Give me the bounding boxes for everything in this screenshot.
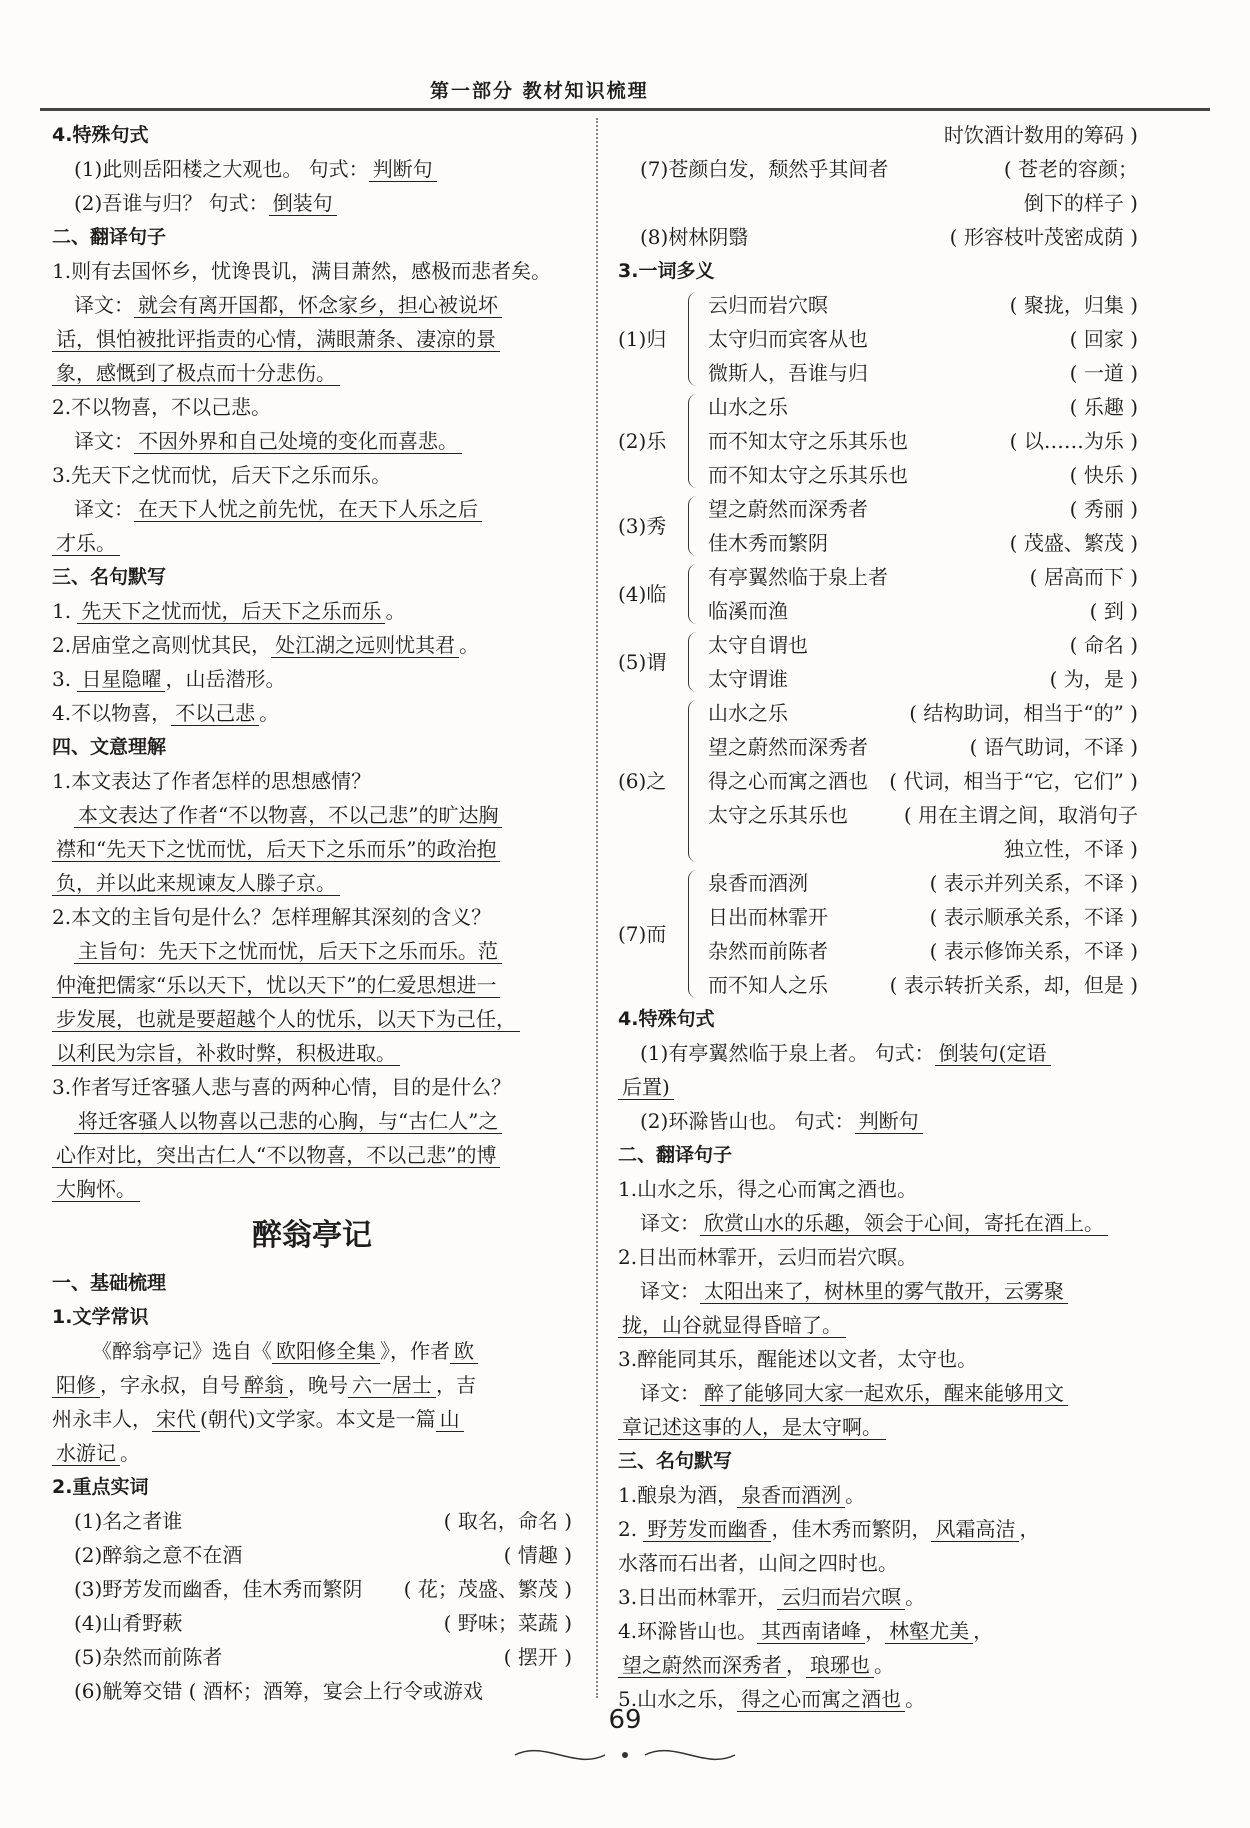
answer-text: 野芳发而幽香 xyxy=(643,1517,771,1542)
answer-text: 处江湖之远则忧其君 xyxy=(271,633,459,658)
heading-text: 三、名句默写 xyxy=(618,1450,733,1472)
group-item xyxy=(618,628,1138,662)
text-line xyxy=(618,1580,1138,1614)
answer-text: 醉翁 xyxy=(240,1373,288,1398)
group-item xyxy=(618,662,1138,696)
prompt-text: 译文： xyxy=(640,1279,700,1303)
heading-text: 三、名句默写 xyxy=(52,566,167,588)
text-line xyxy=(618,1036,1138,1070)
prompt-text: (2)吾谁与归？ 句式： xyxy=(74,191,269,215)
example-sentence: 有亭翼然临于泉上者 xyxy=(708,565,888,589)
example-sentence: 山水之乐 xyxy=(708,701,788,725)
polysemy-group xyxy=(618,492,1138,560)
prompt-text: (2)环滁皆山也。 句式： xyxy=(640,1109,855,1133)
prompt-text: 1.本文表达了作者怎样的思想感情？ xyxy=(52,769,372,793)
answer-paren: ( 为，是 ) xyxy=(1049,667,1138,691)
example-sentence: 望之蔚然而深秀者 xyxy=(708,735,868,759)
text-segment: 。 xyxy=(459,633,480,657)
prompt-text: (3)野芳发而幽香，佳木秀而繁阴 xyxy=(74,1577,363,1601)
group-label: (1)归 xyxy=(618,327,667,351)
prompt-text: (4)山肴野蔌 xyxy=(74,1611,183,1635)
text-line xyxy=(52,1572,572,1606)
answer-text: 就会有离开国都，怀念家乡，担心被说坏 xyxy=(134,293,502,318)
group-label: (4)临 xyxy=(618,582,667,606)
text-segment: ， xyxy=(973,1619,994,1643)
answer-paren: ( 回家 ) xyxy=(1069,327,1138,351)
answer-text: 不因外界和自己处境的变化而喜悲。 xyxy=(134,429,462,454)
text-line xyxy=(618,1070,1138,1104)
example-sentence: 佳木秀而繁阴 xyxy=(708,531,828,555)
answer-text: 象，感慨到了极点而十分悲伤。 xyxy=(52,361,340,386)
polysemy-group xyxy=(618,696,1138,866)
answer-text: 负，并以此来规谏友人滕子京。 xyxy=(52,871,340,896)
answer-text: 后置) xyxy=(618,1075,674,1100)
answer-paren: ( 代词，相当于“它，它们” ) xyxy=(889,769,1138,793)
answer-paren: ( 表示顺承关系，不译 ) xyxy=(929,905,1138,929)
prompt-text: 1.酿泉为酒， xyxy=(618,1483,738,1507)
text-line xyxy=(618,1308,1138,1342)
group-item xyxy=(618,322,1138,356)
group-item xyxy=(618,730,1138,764)
polysemy-group xyxy=(618,288,1138,390)
answer-paren: ( 到 ) xyxy=(1089,599,1138,623)
answer-paren: ( 取名，命名 ) xyxy=(443,1509,572,1533)
answer-text: 倒装句(定语 xyxy=(935,1041,1051,1066)
prompt-text: 3. xyxy=(52,667,78,691)
example-sentence: 杂然而前陈者 xyxy=(708,939,828,963)
text-line xyxy=(52,1640,572,1674)
group-label: (2)乐 xyxy=(618,429,667,453)
text-line xyxy=(52,356,572,390)
text-line xyxy=(618,118,1138,152)
heading-text: 4.特殊句式 xyxy=(52,124,149,146)
text-segment: 》，作者 xyxy=(380,1339,450,1363)
group-item xyxy=(618,934,1138,968)
text-line xyxy=(618,1376,1138,1410)
section-heading xyxy=(52,1470,572,1504)
prompt-text: 1. xyxy=(52,599,78,623)
text-line xyxy=(52,900,572,934)
text-segment: ，山岳潜形。 xyxy=(165,667,286,691)
prompt-text: 1.山水之乐，得之心而寓之酒也。 xyxy=(618,1177,918,1201)
text-line xyxy=(52,934,572,968)
text-line xyxy=(618,1546,1138,1580)
answer-paren: 倒下的样子 ) xyxy=(1023,191,1138,215)
group-item xyxy=(618,356,1138,390)
answer-text: 将迁客骚人以物喜以己悲的心胸，与“古仁人”之 xyxy=(74,1109,502,1134)
answer-text: 得之心而寓之酒也 xyxy=(737,1687,905,1712)
text-line xyxy=(52,186,572,220)
answer-text: 日星隐曜 xyxy=(77,667,165,692)
prompt-text: (5)杂然而前陈者 xyxy=(74,1645,223,1669)
text-line xyxy=(618,186,1138,220)
answer-paren: ( 表示修饰关系，不译 ) xyxy=(929,939,1138,963)
text-line xyxy=(52,322,572,356)
text-line xyxy=(52,492,572,526)
text-line xyxy=(618,1614,1138,1648)
answer-text: 主旨句：先天下之忧而忧，后天下之乐而乐。范 xyxy=(74,939,502,964)
prompt-text: 译文： xyxy=(74,293,134,317)
answer-text: 其西南诸峰 xyxy=(757,1619,865,1644)
answer-paren: ( 命名 ) xyxy=(1069,633,1138,657)
text-line xyxy=(52,1036,572,1070)
answer-paren: ( 用在主谓之间，取消句子 xyxy=(903,803,1138,827)
answer-paren: 独立性，不译 ) xyxy=(1003,837,1138,861)
answer-paren: ( 语气助词，不译 ) xyxy=(969,735,1138,759)
section-heading xyxy=(618,1444,1138,1478)
text-line xyxy=(52,1138,572,1172)
prompt-text: 3.先天下之忧而忧，后天下之乐而乐。 xyxy=(52,463,392,487)
answer-text: 话，惧怕被批评指责的心情，满眼萧条、凄凉的景 xyxy=(52,327,500,352)
answer-text: 云归而岩穴暝 xyxy=(777,1585,905,1610)
text-line xyxy=(618,152,1138,186)
text-line xyxy=(52,1674,572,1708)
text-line xyxy=(52,696,572,730)
section-heading xyxy=(52,118,572,152)
heading-text: 2.重点实词 xyxy=(52,1476,149,1498)
answer-text: 心作对比，突出古仁人“不以物喜，不以己悲”的博 xyxy=(52,1143,500,1168)
text-line xyxy=(52,1104,572,1138)
section-heading xyxy=(618,1002,1138,1036)
section-heading xyxy=(618,1138,1138,1172)
answer-text: 宋代 xyxy=(152,1407,200,1432)
answer-paren: ( 快乐 ) xyxy=(1069,463,1138,487)
text-segment: ， xyxy=(786,1653,806,1677)
answer-text: 本文表达了作者“不以物喜，不以己悲”的旷达胸 xyxy=(74,803,502,828)
prompt-text: 译文： xyxy=(74,497,134,521)
text-line xyxy=(52,1334,572,1368)
answer-text: 不以己悲 xyxy=(171,701,259,726)
prompt-text: 译文： xyxy=(74,429,134,453)
prompt-text: 3.醉能同其乐，醒能述以文者，太守也。 xyxy=(618,1347,978,1371)
text-line xyxy=(52,628,572,662)
answer-text: 阳修 xyxy=(52,1373,100,1398)
prompt-text: 1.则有去国怀乡，忧谗畏讥，满目萧然，感极而悲者矣。 xyxy=(52,259,552,283)
heading-text: 3.一词多义 xyxy=(618,260,715,282)
text-line xyxy=(52,1436,572,1470)
text-segment: ， xyxy=(865,1619,886,1643)
text-segment: 。 xyxy=(905,1585,926,1609)
prompt-text: 译文： xyxy=(640,1381,700,1405)
prompt-text: 水落而石出者，山间之四时也。 xyxy=(618,1551,898,1575)
text-segment: 。 xyxy=(905,1687,926,1711)
answer-text: 水游记 xyxy=(52,1441,120,1466)
answer-text: 步发展，也就是要超越个人的忧乐，以天下为己任， xyxy=(52,1007,520,1032)
polysemy-group xyxy=(618,628,1138,696)
section-heading xyxy=(52,1300,572,1334)
text-segment: ， xyxy=(1019,1517,1040,1541)
answer-text: 判断句 xyxy=(369,157,437,182)
text-line xyxy=(618,1410,1138,1444)
answer-paren: ( 秀丽 ) xyxy=(1069,497,1138,521)
text-line xyxy=(618,1104,1138,1138)
answer-paren: ( 表示并列关系，不译 ) xyxy=(929,871,1138,895)
answer-paren: ( 居高而下 ) xyxy=(1029,565,1138,589)
prompt-text: 《醉翁亭记》选自《 xyxy=(92,1339,272,1363)
answer-text: 章记述这事的人，是太守啊。 xyxy=(618,1415,886,1440)
prompt-text: 4.环滁皆山也。 xyxy=(618,1619,758,1643)
prompt-text: 2. xyxy=(618,1517,644,1541)
prompt-text: (6)觥筹交错 ( 酒杯；酒筹，宴会上行令或游戏 xyxy=(74,1679,483,1703)
text-line xyxy=(52,458,572,492)
text-segment: ，晚号 xyxy=(288,1373,348,1397)
answer-text: 六一居士 xyxy=(348,1373,436,1398)
answer-text: 大胸怀。 xyxy=(52,1177,140,1202)
answer-text: 林壑尤美 xyxy=(885,1619,973,1644)
example-sentence: 太守谓谁 xyxy=(708,667,788,691)
text-line xyxy=(52,1002,572,1036)
answer-text: 才乐。 xyxy=(52,531,120,556)
section-title: 醉翁亭记 xyxy=(252,1218,372,1253)
text-line xyxy=(52,254,572,288)
text-segment: 。 xyxy=(259,701,280,725)
answer-paren: ( 野味；菜蔬 ) xyxy=(443,1611,572,1635)
group-item xyxy=(618,288,1138,322)
prompt-text: (1)有亭翼然临于泉上者。 句式： xyxy=(640,1041,935,1065)
example-sentence: 得之心而寓之酒也 xyxy=(708,769,868,793)
section-heading xyxy=(52,220,572,254)
text-segment: (朝代)文学家。本文是一篇 xyxy=(200,1407,436,1431)
text-line xyxy=(52,832,572,866)
group-label: (7)而 xyxy=(618,922,667,946)
answer-text: 倒装句 xyxy=(269,191,337,216)
heading-text: 一、基础梳理 xyxy=(52,1272,167,1294)
group-item xyxy=(618,798,1138,832)
text-line xyxy=(52,1172,572,1206)
text-line xyxy=(618,1342,1138,1376)
text-line xyxy=(52,424,572,458)
answer-text: 醉了能够同大家一起欢乐，醒来能够用文 xyxy=(700,1381,1068,1406)
section-heading xyxy=(52,1266,572,1300)
prompt-text: 3.作者写迁客骚人悲与喜的两种心情，目的是什么？ xyxy=(52,1075,512,1099)
example-sentence: 而不知人之乐 xyxy=(708,973,828,997)
section-heading xyxy=(618,254,1138,288)
group-item xyxy=(618,832,1138,866)
group-item xyxy=(618,424,1138,458)
prompt-text: 2.本文的主旨句是什么？怎样理解其深刻的含义？ xyxy=(52,905,492,929)
answer-paren: ( 一道 ) xyxy=(1069,361,1138,385)
answer-paren: ( 以……为乐 ) xyxy=(1009,429,1138,453)
answer-paren: ( 结构助词，相当于“的” ) xyxy=(909,701,1138,725)
group-label: (5)谓 xyxy=(618,650,667,674)
group-item xyxy=(618,594,1138,628)
group-item xyxy=(618,968,1138,1002)
section-heading xyxy=(52,560,572,594)
group-item xyxy=(618,492,1138,526)
prompt-text: (7)苍颜白发，颓然乎其间者 xyxy=(640,157,889,181)
text-line xyxy=(52,1538,572,1572)
group-item xyxy=(618,526,1138,560)
text-line xyxy=(52,968,572,1002)
answer-text: 欧 xyxy=(450,1339,478,1364)
text-line xyxy=(618,1274,1138,1308)
heading-text: 4.特殊句式 xyxy=(618,1008,715,1030)
text-line xyxy=(52,594,572,628)
group-item xyxy=(618,390,1138,424)
answer-paren: ( 乐趣 ) xyxy=(1069,395,1138,419)
text-line xyxy=(618,1172,1138,1206)
text-line xyxy=(52,1070,572,1104)
answer-text: 拢，山谷就显得昏暗了。 xyxy=(618,1313,846,1338)
answer-text: 山 xyxy=(436,1407,464,1432)
example-sentence: 而不知太守之乐其乐也 xyxy=(708,463,908,487)
text-line xyxy=(52,764,572,798)
group-label: (3)秀 xyxy=(618,514,667,538)
text-segment: ，字永叔，自号 xyxy=(100,1373,240,1397)
right-column xyxy=(618,118,1138,1716)
text-segment: 。 xyxy=(874,1653,894,1677)
group-item xyxy=(618,560,1138,594)
page-number: 69 xyxy=(608,1705,642,1735)
answer-text: 欧阳修全集 xyxy=(272,1339,380,1364)
page-header xyxy=(40,70,1210,110)
text-line xyxy=(618,1648,1138,1682)
text-line xyxy=(52,152,572,186)
group-item xyxy=(618,900,1138,934)
text-line xyxy=(52,1402,572,1436)
polysemy-group xyxy=(618,560,1138,628)
prompt-text: 5.山水之乐， xyxy=(618,1687,738,1711)
prompt-text: (1)名之者谁 xyxy=(74,1509,183,1533)
example-sentence: 太守之乐其乐也 xyxy=(708,803,848,827)
prompt-text: 2.不以物喜，不以己悲。 xyxy=(52,395,272,419)
ornament-icon xyxy=(505,1740,745,1770)
text-line xyxy=(52,662,572,696)
text-line xyxy=(52,390,572,424)
answer-text: 望之蔚然而深秀者 xyxy=(618,1653,786,1678)
polysemy-group xyxy=(618,866,1138,1002)
text-line xyxy=(52,798,572,832)
text-segment: 。 xyxy=(385,599,406,623)
answer-text: 襟和“先天下之忧而忧，后天下之乐而乐”的政治抱 xyxy=(52,837,500,862)
text-segment: 。 xyxy=(120,1441,140,1465)
example-sentence: 太守归而宾客从也 xyxy=(708,327,868,351)
prompt-text: 3.日出而林霏开， xyxy=(618,1585,778,1609)
answer-text: 在天下人忧之前先忧，在天下人乐之后 xyxy=(134,497,482,522)
example-sentence: 日出而林霏开 xyxy=(708,905,828,929)
heading-text: 二、翻译句子 xyxy=(618,1144,733,1166)
text-line xyxy=(52,1606,572,1640)
answer-paren: ( 茂盛、繁茂 ) xyxy=(1009,531,1138,555)
answer-paren: ( 聚拢，归集 ) xyxy=(1009,293,1138,317)
prompt-text: 2.日出而林霏开，云归而岩穴暝。 xyxy=(618,1245,918,1269)
answer-paren: ( 摆开 ) xyxy=(503,1645,572,1669)
answer-text: 泉香而酒洌 xyxy=(737,1483,845,1508)
heading-text: 1.文学常识 xyxy=(52,1306,149,1328)
polysemy-group xyxy=(618,390,1138,492)
answer-text: 风霜高洁 xyxy=(931,1517,1019,1542)
prompt-text: (8)树林阴翳 xyxy=(640,225,749,249)
answer-text: 以利民为宗旨，补救时弊，积极进取。 xyxy=(52,1041,400,1066)
header-rule xyxy=(40,108,1210,111)
answer-paren: ( 表示转折关系，却，但是 ) xyxy=(889,973,1138,997)
answer-text: 欣赏山水的乐趣，领会于心间，寄托在酒上。 xyxy=(700,1211,1108,1236)
example-sentence: 太守自谓也 xyxy=(708,633,808,657)
left-column xyxy=(52,118,572,1708)
text-segment: ，吉 xyxy=(436,1373,476,1397)
answer-paren: ( 花；茂盛、繁茂 ) xyxy=(403,1577,572,1601)
text-line xyxy=(618,1206,1138,1240)
group-label: (6)之 xyxy=(618,769,667,793)
section-heading xyxy=(52,730,572,764)
answer-text: 琅琊也 xyxy=(806,1653,874,1678)
text-line xyxy=(618,1478,1138,1512)
prompt-text: (2)醉翁之意不在酒 xyxy=(74,1543,243,1567)
group-item xyxy=(618,696,1138,730)
text-line xyxy=(52,526,572,560)
answer-text: 判断句 xyxy=(855,1109,923,1134)
example-sentence: 望之蔚然而深秀者 xyxy=(708,497,868,521)
prompt-text: 州永丰人， xyxy=(52,1407,152,1431)
answer-text: 仲淹把儒家“乐以天下，忧以天下”的仁爱思想进一 xyxy=(52,973,500,998)
text-line xyxy=(52,866,572,900)
text-segment: 。 xyxy=(845,1483,866,1507)
example-sentence: 微斯人，吾谁与归 xyxy=(708,361,868,385)
example-sentence: 云归而岩穴暝 xyxy=(708,293,828,317)
prompt-text: 译文： xyxy=(640,1211,700,1235)
prompt-text: (1)此则岳阳楼之大观也。 句式： xyxy=(74,157,369,181)
answer-text: 太阳出来了，树林里的雾气散开，云雾聚 xyxy=(700,1279,1068,1304)
text-line xyxy=(52,1368,572,1402)
heading-text: 四、文意理解 xyxy=(52,736,167,758)
text-line xyxy=(52,1504,572,1538)
text-line xyxy=(618,1240,1138,1274)
heading-text: 二、翻译句子 xyxy=(52,226,167,248)
answer-paren: ( 苍老的容颜； xyxy=(1003,157,1138,181)
group-item xyxy=(618,458,1138,492)
header-title: 第一部分 教材知识梳理 xyxy=(430,80,649,102)
prompt-text: 4.不以物喜， xyxy=(52,701,172,725)
prompt-text: 2.居庙堂之高则忧其民， xyxy=(52,633,272,657)
answer-text: 先天下之忧而忧，后天下之乐而乐 xyxy=(77,599,385,624)
column-divider xyxy=(596,118,598,1698)
answer-paren: 时饮酒计数用的筹码 ) xyxy=(943,123,1138,147)
text-line xyxy=(52,288,572,322)
text-line xyxy=(618,1512,1138,1546)
answer-paren: ( 情趣 ) xyxy=(503,1543,572,1567)
group-item xyxy=(618,764,1138,798)
group-item xyxy=(618,866,1138,900)
answer-paren: ( 形容枝叶茂密成荫 ) xyxy=(949,225,1138,249)
example-sentence: 而不知太守之乐其乐也 xyxy=(708,429,908,453)
text-segment: ，佳木秀而繁阴， xyxy=(771,1517,932,1541)
example-sentence: 临溪而渔 xyxy=(708,599,788,623)
example-sentence: 泉香而酒洌 xyxy=(708,871,808,895)
example-sentence: 山水之乐 xyxy=(708,395,788,419)
text-line xyxy=(618,220,1138,254)
